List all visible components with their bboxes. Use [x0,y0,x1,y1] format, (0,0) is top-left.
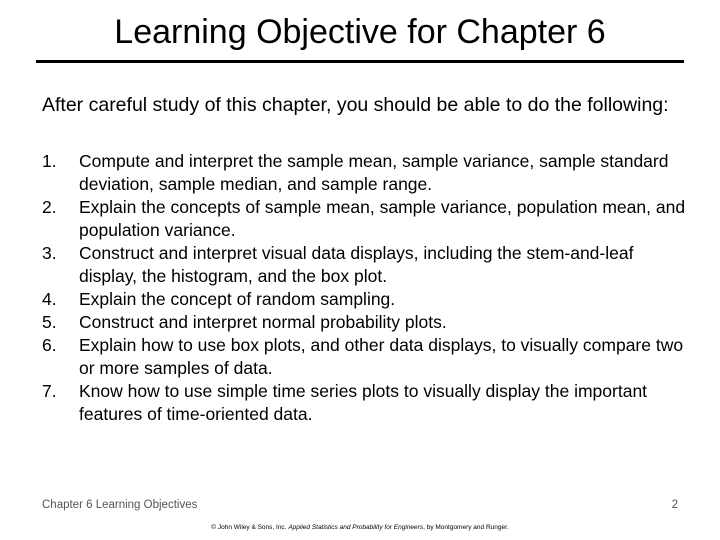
list-item-text: Know how to use simple time series plots to visually display the important features of time-oriented data. [79,381,648,424]
slide-title: Learning Objective for Chapter 6 [114,13,606,51]
copyright-notice [0,524,720,531]
copyright-suffix: , by Montgomery and Runger. [423,524,509,531]
list-item [42,150,692,196]
list-item-number: 1. [42,151,57,171]
book-title: Applied Statistics and Probability for Engineers [288,524,424,531]
list-item-text: Explain the concept of random sampling. [79,289,396,309]
list-item-number: 5. [42,312,57,332]
list-item [42,288,692,311]
objectives-list [42,150,692,426]
list-item [42,242,692,288]
list-item-number: 7. [42,381,57,401]
list-item [42,311,692,334]
list-item-number: 6. [42,335,57,355]
list-item-text: Construct and interpret normal probability plots. [79,312,447,332]
list-item-number: 4. [42,289,57,309]
list-item [42,380,692,426]
list-item [42,334,692,380]
list-item-text: Explain the concepts of sample mean, sample variance, population mean, and population variance. [79,197,686,240]
list-item-number: 3. [42,243,57,263]
list-item-text: Construct and interpret visual data displays, including the stem-and-leaf display, the histogram, and the box plot. [79,243,634,286]
copyright-prefix: © John Wiley & Sons, Inc. [211,524,287,531]
list-item-text: Compute and interpret the sample mean, sample variance, sample standard deviation, sample median, and sample range. [79,151,669,194]
list-item [42,196,692,242]
page-number: 2 [671,499,678,511]
title-underline [36,60,684,63]
intro-text: After careful study of this chapter, you should be able to do the following: [42,94,669,116]
list-item-text: Explain how to use box plots, and other data displays, to visually compare two or more samples of data. [79,335,684,378]
list-item-number: 2. [42,197,57,217]
footer-chapter-label: Chapter 6 Learning Objectives [42,499,198,511]
